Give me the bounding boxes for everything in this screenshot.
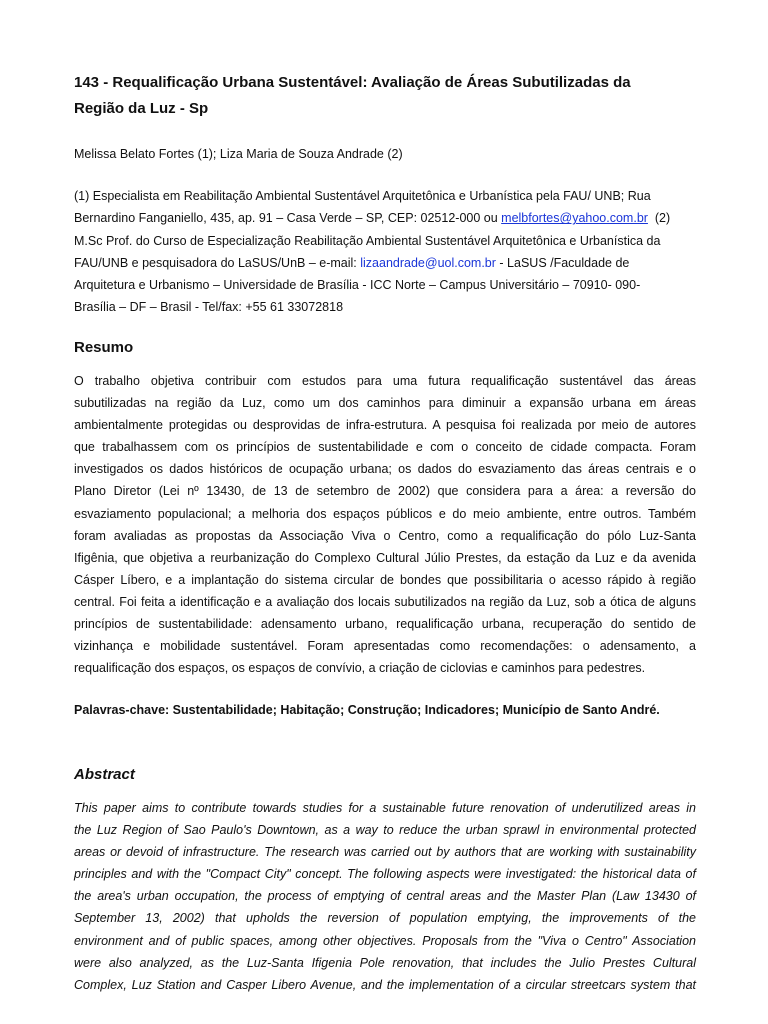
- resumo-line: vizinhança e mobilidade sustentável. Foram apresentadas como recomendações: o adensamento, a: [74, 639, 696, 654]
- title-line: 143 - Requalificação Urbana Sustentável: Avaliação de Áreas Subutilizadas da: [74, 74, 631, 91]
- resumo-line: Plano Diretor (Lei nº 13430, de 13 de setembro de 2002) que considera para a área: a reversão do: [74, 484, 696, 499]
- resumo-body: [74, 370, 696, 679]
- abstract-line: principles and with the "Compact City" concept. The following aspects were investigated: the historical data of: [74, 867, 696, 882]
- abstract-line: the Luz Region of Sao Paulo's Downtown, as a way to reduce the urban sprawl in environmental protected: [74, 823, 696, 838]
- resumo-line: investigados os dados históricos de ocupação urbana; os dados do esvaziamento das áreas centrais e o: [74, 462, 696, 477]
- resumo-line: Cásper Líbero, e a implantação do sistema circular de bondes que possibilitaria o acesso rápido à região: [74, 572, 696, 587]
- abstract-line: were also analyzed, as the Luz-Santa Ifigenia Pole renovation, that includes the Julio Prestes Cultural: [74, 955, 696, 970]
- resumo-line: esvaziamento populacional; a melhoria dos espaços públicos e do meio ambiente, entre outros. Também: [74, 506, 696, 521]
- author-affiliations: [74, 185, 696, 319]
- resumo-line: foram avaliadas as propostas da Associação Viva o Centro, como a requalificação do pólo Luz-Santa: [74, 528, 696, 543]
- abstract-line: This paper aims to contribute towards studies for a sustainable future renovation of underutilized areas in: [74, 801, 696, 815]
- abstract-line: areas or devoid of infrastructure. The research was carried out by authors that are working with sustainability: [74, 845, 696, 860]
- resumo-heading: Resumo: [74, 339, 134, 356]
- resumo-line: que trabalhassem com os princípios de sustentabilidade e com o conceito de cidade compacta. Foram: [74, 440, 696, 455]
- affiliation-line: M.Sc Prof. do Curso de Especialização Reabilitação Ambiental Sustentável Arquitetônica e Urbanística da: [74, 233, 661, 248]
- resumo-line: princípios de sustentabilidade: adensamento urbano, requalificação urbana, recuperação do sentido de: [74, 617, 696, 632]
- email-link-2[interactable]: lizaandrade@uol.com.br: [360, 255, 496, 270]
- paper-title: [74, 70, 696, 122]
- abstract-line: Complex, Luz Station and Casper Libero Avenue, and the implementation of a circular streetcars system that: [74, 977, 696, 992]
- affiliation-text: - LaSUS /Faculdade de: [495, 255, 630, 270]
- abstract-line: the area's urban occupation, the process of emptying of central areas and the Master Plan (Law 13430 of: [74, 889, 696, 904]
- abstract-line: environment and of public spaces, among other objectives. Proposals from the "Viva o Centro" Association: [74, 933, 696, 948]
- abstract-line: September 13, 2002) that upholds the reversion of population emptying, the improvements of the: [74, 911, 696, 926]
- affiliation-text: Bernardino Fanganiello, 435, ap. 91 – Casa Verde – SP, CEP: 02512-000 ou: [74, 211, 502, 226]
- affiliation-text: FAU/UNB e pesquisadora do LaSUS/UnB – e-mail:: [74, 255, 361, 270]
- affiliation-text: (2): [647, 211, 671, 226]
- resumo-line: Ifigênia, que objetiva a reurbanização do Complexo Cultural Júlio Prestes, da estação da Luz e da avenida: [74, 550, 696, 565]
- affiliation-line: Arquitetura e Urbanismo – Universidade de Brasília - ICC Norte – Campus Universitário – 70910- 090-: [74, 278, 641, 293]
- keywords: Palavras-chave: Sustentabilidade; Habitação; Construção; Indicadores; Município de Santo André.: [74, 703, 660, 717]
- affiliation-line: [74, 207, 696, 229]
- affiliation-line: Brasília – DF – Brasil - Tel/fax: +55 61 33072818: [74, 300, 344, 315]
- author-list: Melissa Belato Fortes (1); Liza Maria de Souza Andrade (2): [74, 147, 403, 161]
- resumo-line: ambientalmente protegidas ou desprovidas de infra-estrutura. A pesquisa foi realizada por meio de autores: [74, 418, 696, 433]
- resumo-line: O trabalho objetiva contribuir com estudos para uma futura requalificação sustentável das áreas: [74, 374, 696, 388]
- resumo-line: central. Foi feita a identificação e a avaliação dos locais subutilizados na região da Luz, sob a ótica de alguns: [74, 594, 696, 609]
- affiliation-line: [74, 252, 696, 274]
- abstract-heading: Abstract: [74, 766, 135, 783]
- affiliation-line: (1) Especialista em Reabilitação Ambiental Sustentável Arquitetônica e Urbanística pela FAU/ UNB; Rua: [74, 189, 651, 203]
- title-line: Região da Luz - Sp: [74, 100, 209, 117]
- resumo-line: subutilizadas na região da Luz, como um dos caminhos para diminuir a expansão urbana em áreas: [74, 396, 696, 411]
- abstract-body: [74, 797, 696, 996]
- resumo-line: requalificação dos espaços, os espaços de convívio, a criação de ciclovias e caminhos para pedestres.: [74, 661, 646, 676]
- email-link-1[interactable]: melbfortes@yahoo.com.br: [501, 211, 648, 226]
